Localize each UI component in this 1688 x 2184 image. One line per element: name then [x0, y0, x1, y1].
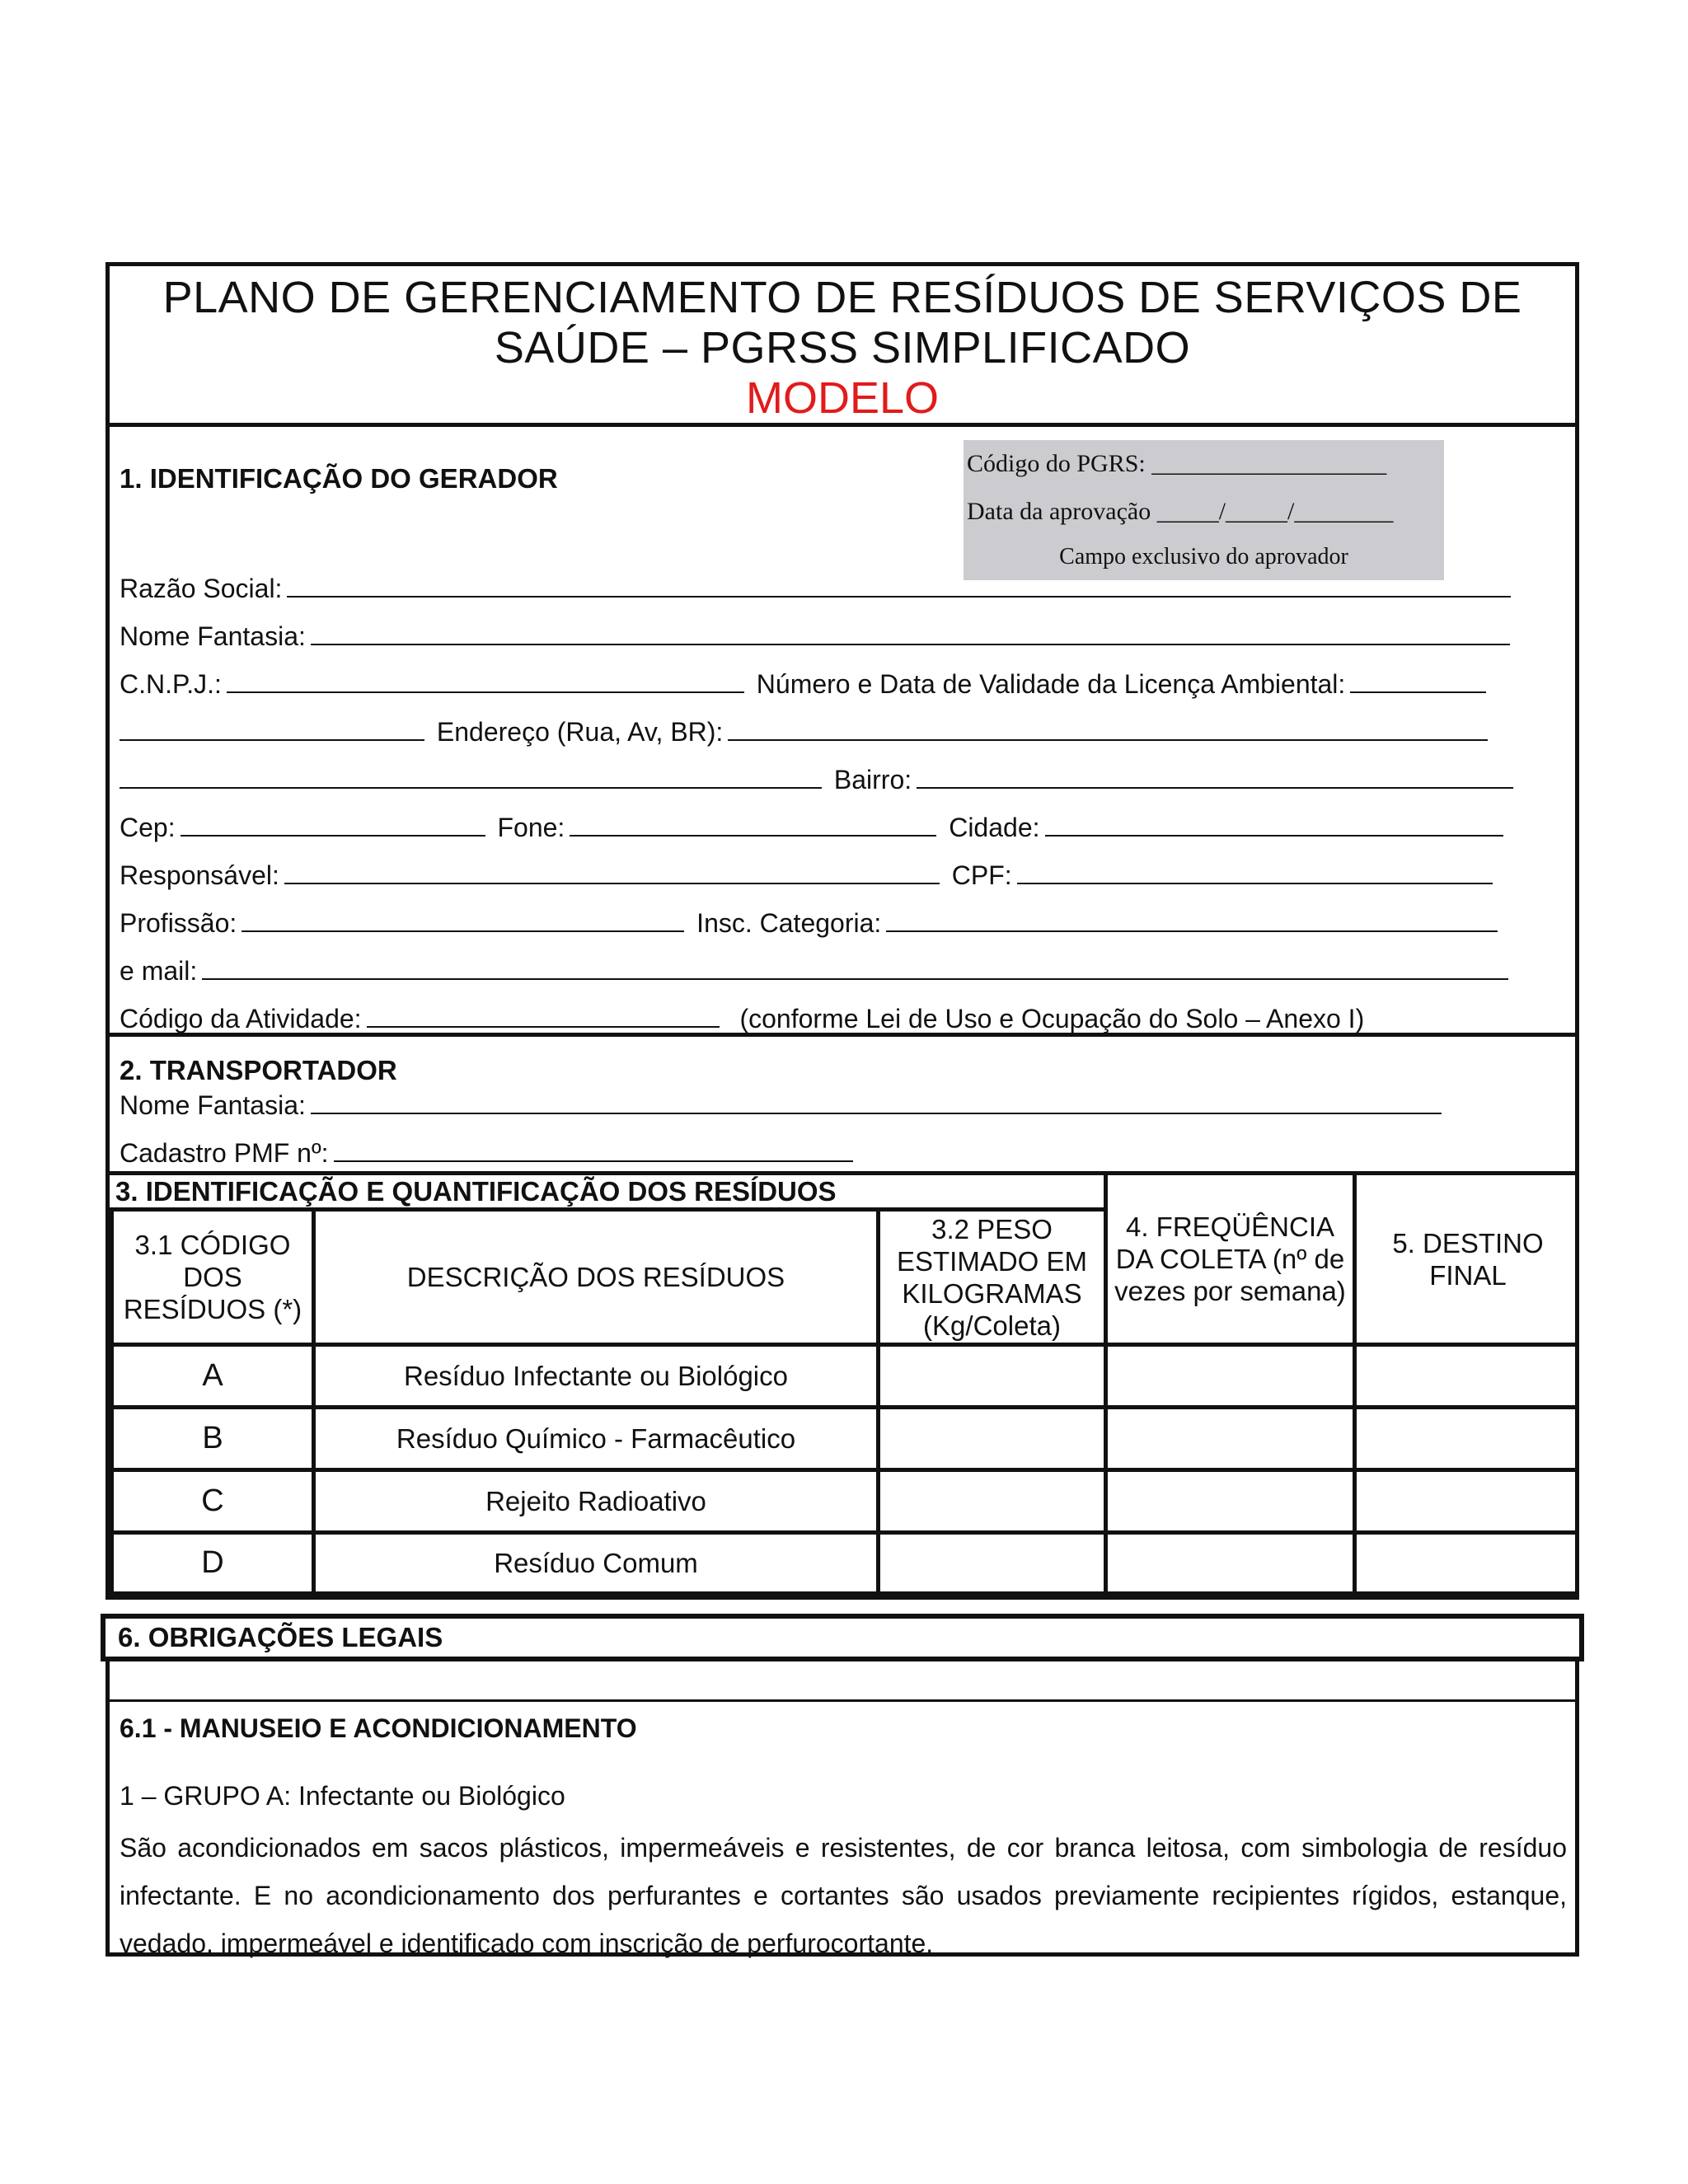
col-frequencia: 4. FREQÜÊNCIA DA COLETA (nº de vezes por semana)	[1104, 1175, 1357, 1347]
cadastro-pmf-row	[120, 1136, 858, 1169]
section-transportador	[110, 1037, 1575, 1175]
email-label: e mail:	[120, 956, 198, 986]
profissao-field[interactable]	[241, 906, 684, 932]
conforme-note: (conforme Lei de Uso e Ocupação do Solo – Anexo I)	[739, 1004, 1365, 1033]
cnpj-label: C.N.P.J.:	[120, 669, 222, 699]
razao-social-row	[120, 571, 1516, 604]
cpf-field[interactable]	[1017, 858, 1493, 884]
fone-field[interactable]	[570, 810, 936, 837]
transp-nome-fantasia-field[interactable]	[311, 1088, 1442, 1114]
endereco-field-cont[interactable]	[120, 762, 822, 789]
approver-box	[964, 440, 1444, 580]
profissao-row	[120, 906, 1503, 939]
profissao-label: Profissão:	[120, 908, 237, 938]
transp-nome-fantasia-row	[120, 1088, 1447, 1121]
bairro-field[interactable]	[917, 762, 1513, 789]
cidade-field[interactable]	[1045, 810, 1503, 837]
email-row	[120, 954, 1513, 987]
section6-title: 6. OBRIGAÇÕES LEGAIS	[101, 1614, 1584, 1661]
section1-title: 1. IDENTIFICAÇÃO DO GERADOR	[120, 463, 558, 494]
responsavel-label: Responsável:	[120, 860, 279, 890]
cep-label: Cep:	[120, 813, 176, 842]
row-a-frequencia[interactable]	[1104, 1343, 1357, 1409]
cnpj-field[interactable]	[227, 667, 744, 693]
row-b-peso[interactable]	[876, 1405, 1108, 1472]
cadastro-pmf-field[interactable]	[334, 1136, 853, 1162]
row-a-destino[interactable]	[1353, 1343, 1579, 1409]
data-aprovacao: Data da aprovação _____/_____/________	[967, 498, 1394, 525]
endereco-row	[120, 715, 1493, 748]
codigo-atividade-row	[120, 1001, 1364, 1034]
section6-spacer	[106, 1661, 1579, 1699]
cep-row	[120, 810, 1508, 843]
razao-social-field[interactable]	[287, 571, 1511, 598]
cadastro-pmf-label: Cadastro PMF nº:	[120, 1138, 329, 1168]
cidade-label: Cidade:	[949, 813, 1040, 842]
section-manuseio	[106, 1699, 1579, 1957]
cnpj-row	[120, 667, 1491, 700]
col-descricao: DESCRIÇÃO DOS RESÍDUOS	[312, 1207, 880, 1347]
form-header	[110, 266, 1575, 427]
section2-title: 2. TRANSPORTADOR	[120, 1055, 397, 1085]
email-field[interactable]	[202, 954, 1508, 980]
col-peso: 3.2 PESO ESTIMADO EM KILOGRAMAS (Kg/Coleta)	[876, 1207, 1108, 1347]
row-c-desc: Rejeito Radioativo	[312, 1468, 880, 1535]
cpf-label: CPF:	[951, 860, 1012, 890]
nome-fantasia-label: Nome Fantasia:	[120, 621, 306, 651]
row-d-peso[interactable]	[876, 1530, 1108, 1596]
row-c-peso[interactable]	[876, 1468, 1108, 1535]
endereco-label: Endereço (Rua, Av, BR):	[436, 717, 724, 747]
transp-nome-fantasia-label: Nome Fantasia:	[120, 1090, 306, 1120]
bairro-row	[120, 762, 1518, 795]
row-b-destino[interactable]	[1353, 1405, 1579, 1472]
endereco-field[interactable]	[728, 715, 1488, 741]
row-d-destino[interactable]	[1353, 1530, 1579, 1596]
row-c-destino[interactable]	[1353, 1468, 1579, 1535]
row-b-frequencia[interactable]	[1104, 1405, 1357, 1472]
row-a-desc: Resíduo Infectante ou Biológico	[312, 1343, 880, 1409]
insc-categoria-field[interactable]	[886, 906, 1498, 932]
nome-fantasia-field[interactable]	[311, 619, 1510, 645]
nome-fantasia-row	[120, 619, 1515, 652]
pgrss-form	[106, 262, 1579, 1600]
codigo-atividade-label: Código da Atividade:	[120, 1004, 362, 1033]
row-a-code: A	[110, 1343, 316, 1409]
responsavel-field[interactable]	[284, 858, 940, 884]
row-d-frequencia[interactable]	[1104, 1530, 1357, 1596]
row-b-desc: Resíduo Químico - Farmacêutico	[312, 1405, 880, 1472]
bairro-label: Bairro:	[833, 765, 912, 794]
row-a-peso[interactable]	[876, 1343, 1108, 1409]
col-codigo: 3.1 CÓDIGO DOS RESÍDUOS (*)	[110, 1207, 316, 1347]
approver-note: Campo exclusivo do aprovador	[1059, 544, 1348, 569]
licenca-field-cont[interactable]	[120, 715, 424, 741]
insc-categoria-label: Insc. Categoria:	[696, 908, 882, 938]
responsavel-row	[120, 858, 1498, 891]
row-c-code: C	[110, 1468, 316, 1535]
codigo-pgrs: Código do PGRS: ___________________	[967, 450, 1387, 477]
licenca-field[interactable]	[1350, 667, 1486, 693]
licenca-label: Número e Data de Validade da Licença Ambiental:	[756, 669, 1346, 699]
section61-title: 6.1 - MANUSEIO E ACONDICIONAMENTO	[120, 1713, 637, 1743]
row-d-code: D	[110, 1530, 316, 1596]
section-identificacao-gerador	[110, 427, 1575, 1037]
grupo-a-paragraph: São acondicionados em sacos plásticos, impermeáveis e resistentes, de cor branca leitosa, com simbologia de resíduo infectante. E no acondicionamento dos perfurantes e cortantes são usados previamente recipientes rígidos, estanque, vedado, impermeável e identificado com inscrição de perfurocortante.	[120, 1833, 1567, 1958]
residuos-table	[110, 1175, 1575, 1596]
form-title-line2: SAÚDE – PGRSS SIMPLIFICADO	[494, 323, 1191, 373]
row-b-code: B	[110, 1405, 316, 1472]
row-c-frequencia[interactable]	[1104, 1468, 1357, 1535]
col-destino: 5. DESTINO FINAL	[1353, 1175, 1579, 1347]
row-d-desc: Resíduo Comum	[312, 1530, 880, 1596]
razao-social-label: Razão Social:	[120, 574, 283, 603]
codigo-atividade-field[interactable]	[367, 1001, 720, 1028]
grupo-a-heading: 1 – GRUPO A: Infectante ou Biológico	[120, 1781, 565, 1811]
cep-field[interactable]	[181, 810, 485, 837]
fone-label: Fone:	[497, 813, 565, 842]
section3-title: 3. IDENTIFICAÇÃO E QUANTIFICAÇÃO DOS RESÍDUOS	[110, 1175, 1108, 1212]
form-title-line1: PLANO DE GERENCIAMENTO DE RESÍDUOS DE SERVIÇOS DE	[162, 273, 1522, 322]
form-subtitle: MODELO	[745, 373, 940, 423]
